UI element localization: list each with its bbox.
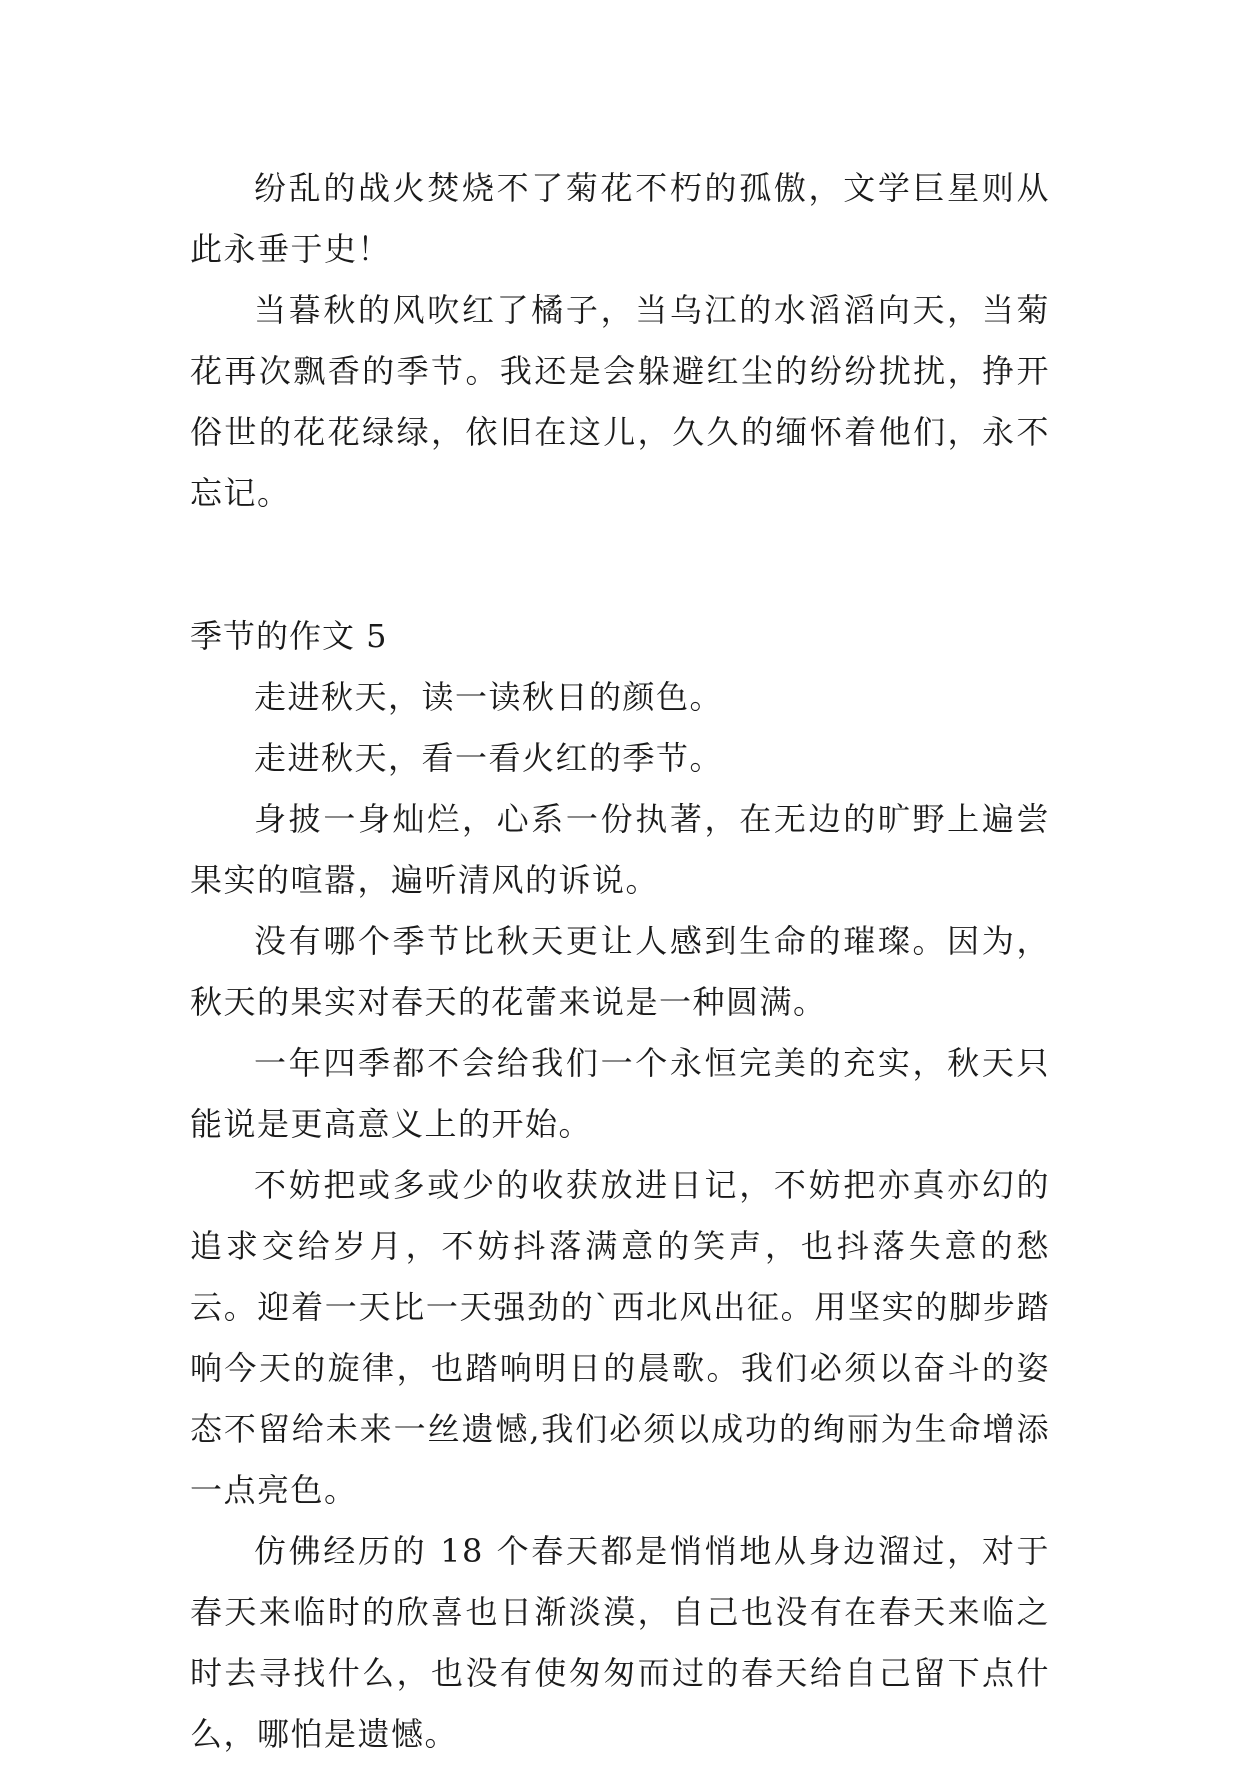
section-title: 季节的作文 5: [190, 617, 388, 655]
paragraph-eighteen-springs: 仿佛经历的 18 个春天都是悄悄地从身边溜过，对于春天来临时的欣喜也日渐淡漠，自己也没有在春天来临之时去寻找什么，也没有使匆匆而过的春天给自己留下点什么，哪怕是遗憾。: [190, 1532, 1050, 1753]
document-page: [190, 158, 1050, 1765]
paragraph-chrysanthemum: 纷乱的战火焚烧不了菊花不朽的孤傲，文学巨星则从此永垂于史！: [190, 169, 1050, 268]
paragraph-late-autumn: 当暮秋的风吹红了橘子，当乌江的水滔滔向天，当菊花再次飘香的季节。我还是会躲避红尘的纷纷扰扰，挣开俗世的花花绿绿，依旧在这儿，久久的缅怀着他们，永不忘记。: [190, 291, 1050, 512]
paragraph-read-autumn: 走进秋天，读一读秋日的颜色。: [254, 678, 724, 716]
section-spacer: [190, 524, 1050, 606]
paragraph-diary: 不妨把或多或少的收获放进日记，不妨把亦真亦幻的追求交给岁月，不妨抖落满意的笑声，也抖落失意的愁云。迎着一天比一天强劲的`西北风出征。用坚实的脚步踏响今天的旋律，也踏响明日的晨歌。我们必须以奋斗的姿态不留给未来一丝遗憾,我们必须以成功的绚丽为生命增添一点亮色。: [190, 1166, 1050, 1509]
paragraph-splendor: 身披一身灿烂，心系一份执著，在无边的旷野上遍尝果实的喧嚣，遍听清风的诉说。: [190, 800, 1050, 899]
paragraph-see-autumn: 走进秋天，看一看火红的季节。: [254, 739, 724, 777]
paragraph-four-seasons: 一年四季都不会给我们一个永恒完美的充实，秋天只能说是更高意义上的开始。: [190, 1044, 1050, 1143]
paragraph-no-season: 没有哪个季节比秋天更让人感到生命的璀璨。因为，秋天的果实对春天的花蕾来说是一种圆满。: [190, 922, 1050, 1021]
